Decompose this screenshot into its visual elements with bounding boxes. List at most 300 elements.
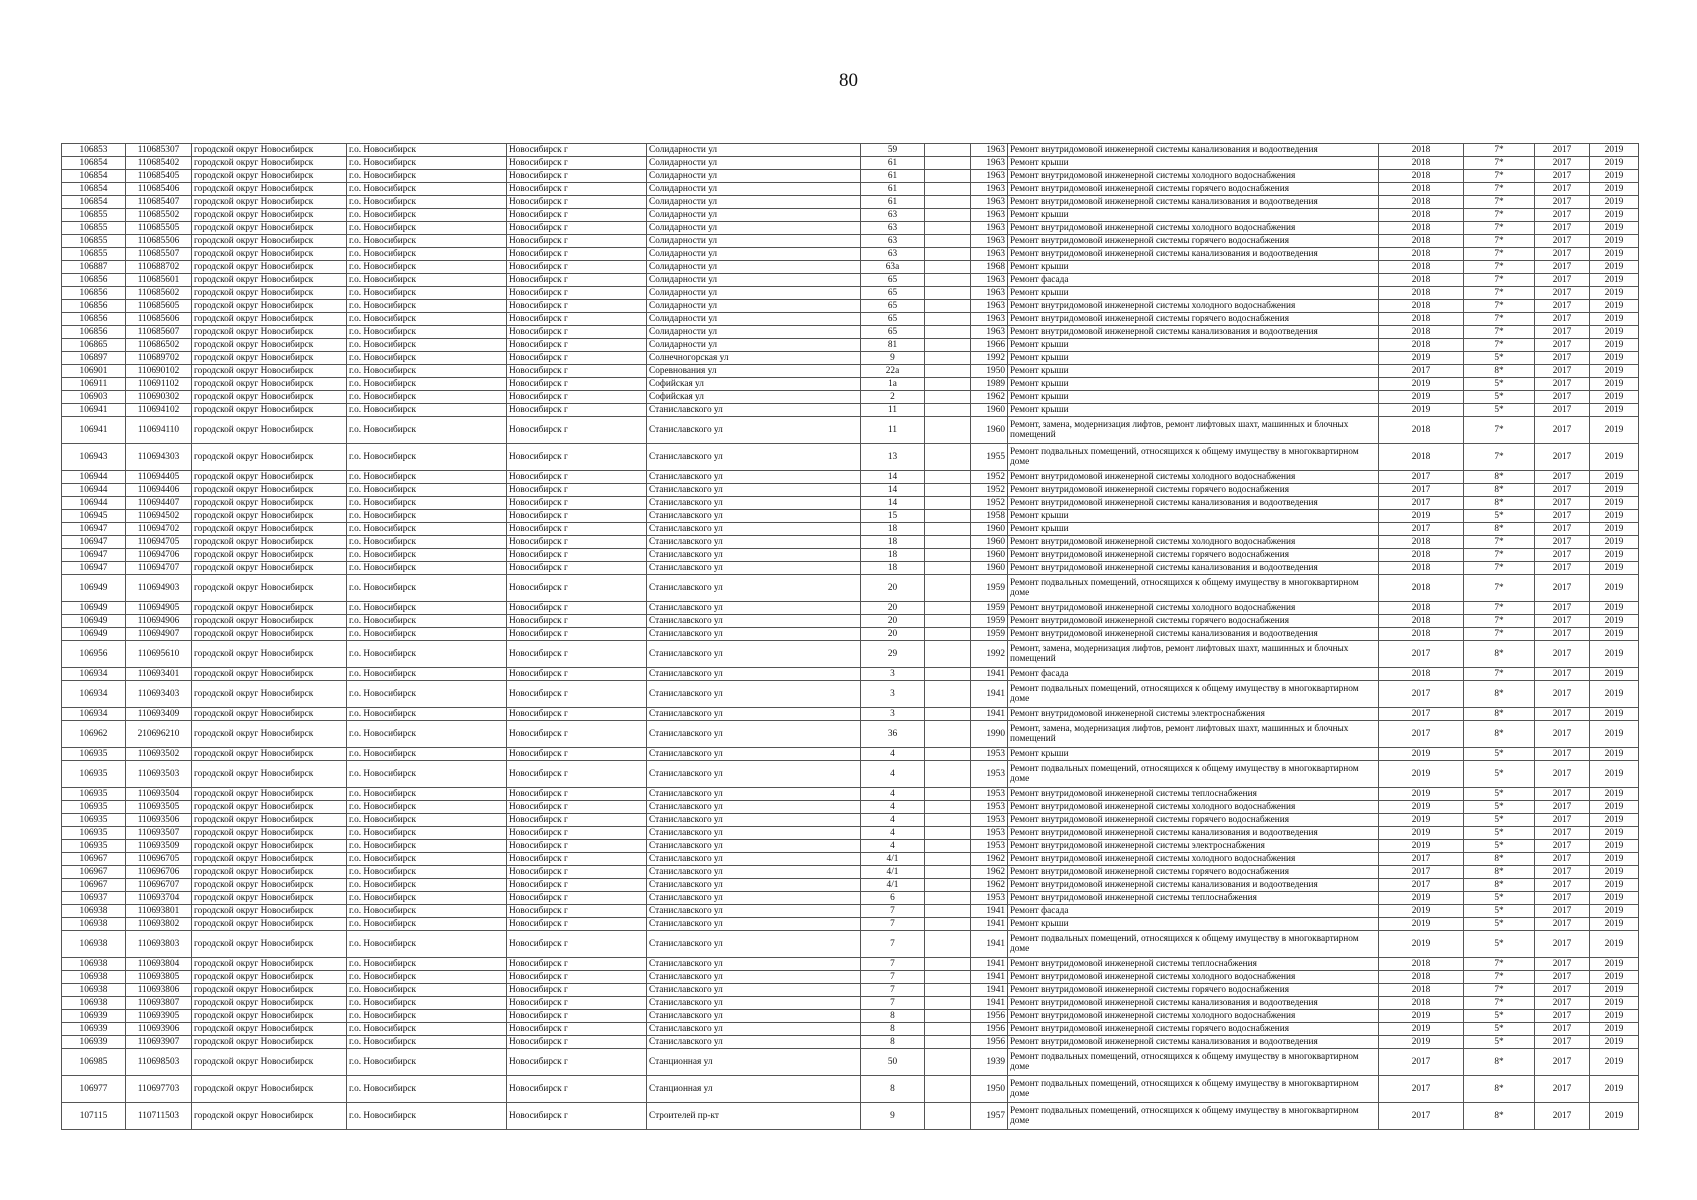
work-id-cell: 110685307 <box>126 144 192 157</box>
street-cell: Станиславского ул <box>647 681 861 708</box>
municipality-cell: городской округ Новосибирск <box>192 444 347 471</box>
table-row <box>62 248 1639 261</box>
plan-year-cell: 2018 <box>1379 183 1464 196</box>
period-end-cell: 2019 <box>1590 575 1639 602</box>
house-number-cell: 63а <box>861 261 925 274</box>
build-year-cell: 1957 <box>971 1103 1008 1130</box>
work-id-cell: 110694702 <box>126 523 192 536</box>
period-end-cell: 2019 <box>1590 417 1639 444</box>
district-cell: г.о. Новосибирск <box>347 484 507 497</box>
build-year-cell: 1956 <box>971 1010 1008 1023</box>
house-number-cell: 9 <box>861 352 925 365</box>
house-number-cell: 7 <box>861 984 925 997</box>
district-cell: г.о. Новосибирск <box>347 365 507 378</box>
plan-year-cell: 2018 <box>1379 235 1464 248</box>
street-cell: Станиславского ул <box>647 641 861 668</box>
table-row <box>62 801 1639 814</box>
work-id-cell: 110694407 <box>126 497 192 510</box>
street-cell: Солидарности ул <box>647 261 861 274</box>
table-row <box>62 761 1639 788</box>
plan-year-cell: 2018 <box>1379 248 1464 261</box>
municipality-cell: городской округ Новосибирск <box>192 892 347 905</box>
house-number-cell: 50 <box>861 1049 925 1076</box>
city-cell: Новосибирск г <box>507 536 647 549</box>
category-cell: 7* <box>1464 339 1535 352</box>
house-number-cell: 7 <box>861 931 925 958</box>
category-cell: 8* <box>1464 1076 1535 1103</box>
build-year-cell: 1960 <box>971 536 1008 549</box>
work-id-cell: 110693507 <box>126 827 192 840</box>
category-cell: 8* <box>1464 523 1535 536</box>
plan-year-cell: 2018 <box>1379 287 1464 300</box>
municipality-cell: городской округ Новосибирск <box>192 788 347 801</box>
period-end-cell: 2019 <box>1590 339 1639 352</box>
municipality-cell: городской округ Новосибирск <box>192 339 347 352</box>
period-start-cell: 2017 <box>1535 641 1590 668</box>
period-end-cell: 2019 <box>1590 721 1639 748</box>
build-year-cell: 1956 <box>971 1023 1008 1036</box>
street-cell: Станиславского ул <box>647 761 861 788</box>
street-cell: Станиславского ул <box>647 549 861 562</box>
period-start-cell: 2017 <box>1535 209 1590 222</box>
district-cell: г.о. Новосибирск <box>347 300 507 313</box>
house-code-cell: 106941 <box>62 417 126 444</box>
plan-year-cell: 2019 <box>1379 840 1464 853</box>
work-type-cell: Ремонт подвальных помещений, относящихся к общему имуществу в многоквартирном доме <box>1008 761 1379 788</box>
municipality-cell: городской округ Новосибирск <box>192 628 347 641</box>
extra-cell <box>925 814 971 827</box>
category-cell: 8* <box>1464 866 1535 879</box>
district-cell: г.о. Новосибирск <box>347 222 507 235</box>
work-id-cell: 110694903 <box>126 575 192 602</box>
extra-cell <box>925 708 971 721</box>
house-number-cell: 18 <box>861 523 925 536</box>
municipality-cell: городской округ Новосибирск <box>192 274 347 287</box>
work-id-cell: 110694110 <box>126 417 192 444</box>
build-year-cell: 1953 <box>971 814 1008 827</box>
table-row <box>62 615 1639 628</box>
street-cell: Станционная ул <box>647 1049 861 1076</box>
work-type-cell: Ремонт подвальных помещений, относящихся к общему имуществу в многоквартирном доме <box>1008 1049 1379 1076</box>
plan-year-cell: 2017 <box>1379 523 1464 536</box>
extra-cell <box>925 827 971 840</box>
house-code-cell: 106941 <box>62 404 126 417</box>
municipality-cell: городской округ Новосибирск <box>192 814 347 827</box>
district-cell: г.о. Новосибирск <box>347 1076 507 1103</box>
house-number-cell: 4/1 <box>861 853 925 866</box>
period-end-cell: 2019 <box>1590 1036 1639 1049</box>
street-cell: Солидарности ул <box>647 209 861 222</box>
period-end-cell: 2019 <box>1590 827 1639 840</box>
plan-year-cell: 2018 <box>1379 313 1464 326</box>
period-end-cell: 2019 <box>1590 352 1639 365</box>
work-type-cell: Ремонт внутридомовой инженерной системы холодного водоснабжения <box>1008 853 1379 866</box>
period-start-cell: 2017 <box>1535 575 1590 602</box>
extra-cell <box>925 313 971 326</box>
table-row <box>62 235 1639 248</box>
category-cell: 7* <box>1464 615 1535 628</box>
district-cell: г.о. Новосибирск <box>347 708 507 721</box>
house-code-cell: 106939 <box>62 1036 126 1049</box>
work-id-cell: 110693803 <box>126 931 192 958</box>
municipality-cell: городской округ Новосибирск <box>192 984 347 997</box>
city-cell: Новосибирск г <box>507 866 647 879</box>
street-cell: Станиславского ул <box>647 840 861 853</box>
work-type-cell: Ремонт внутридомовой инженерной системы канализования и водоотведения <box>1008 196 1379 209</box>
table-row <box>62 287 1639 300</box>
work-id-cell: 110693807 <box>126 997 192 1010</box>
district-cell: г.о. Новосибирск <box>347 497 507 510</box>
house-number-cell: 14 <box>861 484 925 497</box>
build-year-cell: 1989 <box>971 378 1008 391</box>
municipality-cell: городской округ Новосибирск <box>192 300 347 313</box>
house-number-cell: 7 <box>861 958 925 971</box>
work-id-cell: 110693905 <box>126 1010 192 1023</box>
work-id-cell: 110694502 <box>126 510 192 523</box>
work-id-cell: 110693503 <box>126 761 192 788</box>
work-type-cell: Ремонт внутридомовой инженерной системы канализования и водоотведения <box>1008 879 1379 892</box>
build-year-cell: 1963 <box>971 248 1008 261</box>
municipality-cell: городской округ Новосибирск <box>192 840 347 853</box>
house-code-cell: 106947 <box>62 523 126 536</box>
city-cell: Новосибирск г <box>507 997 647 1010</box>
extra-cell <box>925 866 971 879</box>
street-cell: Станционная ул <box>647 1076 861 1103</box>
category-cell: 5* <box>1464 748 1535 761</box>
district-cell: г.о. Новосибирск <box>347 417 507 444</box>
table-row <box>62 170 1639 183</box>
street-cell: Софийская ул <box>647 391 861 404</box>
city-cell: Новосибирск г <box>507 523 647 536</box>
build-year-cell: 1956 <box>971 1036 1008 1049</box>
category-cell: 5* <box>1464 1010 1535 1023</box>
city-cell: Новосибирск г <box>507 668 647 681</box>
house-code-cell: 106856 <box>62 326 126 339</box>
period-end-cell: 2019 <box>1590 892 1639 905</box>
build-year-cell: 1953 <box>971 801 1008 814</box>
extra-cell <box>925 549 971 562</box>
city-cell: Новосибирск г <box>507 628 647 641</box>
extra-cell <box>925 378 971 391</box>
category-cell: 5* <box>1464 801 1535 814</box>
extra-cell <box>925 748 971 761</box>
street-cell: Станиславского ул <box>647 853 861 866</box>
street-cell: Станиславского ул <box>647 602 861 615</box>
period-start-cell: 2017 <box>1535 761 1590 788</box>
municipality-cell: городской округ Новосибирск <box>192 549 347 562</box>
city-cell: Новосибирск г <box>507 549 647 562</box>
street-cell: Станиславского ул <box>647 1010 861 1023</box>
house-code-cell: 106945 <box>62 510 126 523</box>
work-type-cell: Ремонт, замена, модернизация лифтов, ремонт лифтовых шахт, машинных и блочных помещений <box>1008 721 1379 748</box>
work-id-cell: 110696706 <box>126 866 192 879</box>
build-year-cell: 1962 <box>971 866 1008 879</box>
municipality-cell: городской округ Новосибирск <box>192 615 347 628</box>
plan-year-cell: 2018 <box>1379 209 1464 222</box>
table-body <box>62 144 1639 1130</box>
street-cell: Станиславского ул <box>647 668 861 681</box>
house-number-cell: 29 <box>861 641 925 668</box>
build-year-cell: 1962 <box>971 879 1008 892</box>
work-id-cell: 110693504 <box>126 788 192 801</box>
plan-year-cell: 2017 <box>1379 708 1464 721</box>
house-number-cell: 18 <box>861 562 925 575</box>
municipality-cell: городской округ Новосибирск <box>192 404 347 417</box>
build-year-cell: 1963 <box>971 326 1008 339</box>
street-cell: Станиславского ул <box>647 510 861 523</box>
build-year-cell: 1939 <box>971 1049 1008 1076</box>
extra-cell <box>925 1049 971 1076</box>
category-cell: 5* <box>1464 892 1535 905</box>
district-cell: г.о. Новосибирск <box>347 879 507 892</box>
table-row <box>62 721 1639 748</box>
street-cell: Станиславского ул <box>647 971 861 984</box>
city-cell: Новосибирск г <box>507 1023 647 1036</box>
street-cell: Станиславского ул <box>647 748 861 761</box>
build-year-cell: 1966 <box>971 339 1008 352</box>
table-row <box>62 575 1639 602</box>
work-type-cell: Ремонт внутридомовой инженерной системы холодного водоснабжения <box>1008 1010 1379 1023</box>
period-end-cell: 2019 <box>1590 523 1639 536</box>
category-cell: 7* <box>1464 549 1535 562</box>
municipality-cell: городской округ Новосибирск <box>192 471 347 484</box>
work-type-cell: Ремонт подвальных помещений, относящихся к общему имуществу в многоквартирном доме <box>1008 575 1379 602</box>
municipality-cell: городской округ Новосибирск <box>192 918 347 931</box>
build-year-cell: 1950 <box>971 1076 1008 1103</box>
house-number-cell: 20 <box>861 615 925 628</box>
house-code-cell: 106939 <box>62 1023 126 1036</box>
work-id-cell: 110693806 <box>126 984 192 997</box>
work-id-cell: 110686502 <box>126 339 192 352</box>
district-cell: г.о. Новосибирск <box>347 761 507 788</box>
district-cell: г.о. Новосибирск <box>347 404 507 417</box>
house-code-cell: 106949 <box>62 615 126 628</box>
work-id-cell: 110711503 <box>126 1103 192 1130</box>
category-cell: 5* <box>1464 814 1535 827</box>
district-cell: г.о. Новосибирск <box>347 918 507 931</box>
period-end-cell: 2019 <box>1590 471 1639 484</box>
city-cell: Новосибирск г <box>507 417 647 444</box>
category-cell: 5* <box>1464 404 1535 417</box>
work-id-cell: 110690102 <box>126 365 192 378</box>
municipality-cell: городской округ Новосибирск <box>192 1010 347 1023</box>
work-id-cell: 110694906 <box>126 615 192 628</box>
period-start-cell: 2017 <box>1535 417 1590 444</box>
district-cell: г.о. Новосибирск <box>347 721 507 748</box>
period-end-cell: 2019 <box>1590 144 1639 157</box>
work-type-cell: Ремонт внутридомовой инженерной системы канализования и водоотведения <box>1008 628 1379 641</box>
build-year-cell: 1968 <box>971 261 1008 274</box>
street-cell: Станиславского ул <box>647 788 861 801</box>
house-code-cell: 106985 <box>62 1049 126 1076</box>
period-end-cell: 2019 <box>1590 562 1639 575</box>
build-year-cell: 1953 <box>971 827 1008 840</box>
city-cell: Новосибирск г <box>507 918 647 931</box>
build-year-cell: 1960 <box>971 549 1008 562</box>
city-cell: Новосибирск г <box>507 853 647 866</box>
municipality-cell: городской округ Новосибирск <box>192 261 347 274</box>
period-start-cell: 2017 <box>1535 196 1590 209</box>
build-year-cell: 1992 <box>971 352 1008 365</box>
plan-year-cell: 2019 <box>1379 1036 1464 1049</box>
period-start-cell: 2017 <box>1535 1036 1590 1049</box>
extra-cell <box>925 157 971 170</box>
work-type-cell: Ремонт подвальных помещений, относящихся к общему имуществу в многоквартирном доме <box>1008 1076 1379 1103</box>
district-cell: г.о. Новосибирск <box>347 958 507 971</box>
build-year-cell: 1952 <box>971 471 1008 484</box>
work-id-cell: 110685607 <box>126 326 192 339</box>
municipality-cell: городской округ Новосибирск <box>192 287 347 300</box>
municipality-cell: городской округ Новосибирск <box>192 391 347 404</box>
house-number-cell: 61 <box>861 196 925 209</box>
work-id-cell: 110685502 <box>126 209 192 222</box>
period-start-cell: 2017 <box>1535 536 1590 549</box>
extra-cell <box>925 1010 971 1023</box>
work-id-cell: 110693704 <box>126 892 192 905</box>
period-start-cell: 2017 <box>1535 170 1590 183</box>
district-cell: г.о. Новосибирск <box>347 615 507 628</box>
period-start-cell: 2017 <box>1535 1076 1590 1103</box>
period-end-cell: 2019 <box>1590 170 1639 183</box>
city-cell: Новосибирск г <box>507 681 647 708</box>
house-code-cell: 106854 <box>62 157 126 170</box>
category-cell: 7* <box>1464 958 1535 971</box>
work-type-cell: Ремонт внутридомовой инженерной системы канализования и водоотведения <box>1008 997 1379 1010</box>
work-type-cell: Ремонт внутридомовой инженерной системы холодного водоснабжения <box>1008 971 1379 984</box>
street-cell: Станиславского ул <box>647 801 861 814</box>
street-cell: Солидарности ул <box>647 170 861 183</box>
municipality-cell: городской округ Новосибирск <box>192 1023 347 1036</box>
municipality-cell: городской округ Новосибирск <box>192 497 347 510</box>
house-number-cell: 7 <box>861 918 925 931</box>
work-id-cell: 110685402 <box>126 157 192 170</box>
table-row <box>62 892 1639 905</box>
district-cell: г.о. Новосибирск <box>347 274 507 287</box>
work-type-cell: Ремонт внутридомовой инженерной системы горячего водоснабжения <box>1008 1023 1379 1036</box>
street-cell: Солидарности ул <box>647 287 861 300</box>
build-year-cell: 1960 <box>971 523 1008 536</box>
period-end-cell: 2019 <box>1590 1023 1639 1036</box>
period-start-cell: 2017 <box>1535 222 1590 235</box>
house-code-cell: 106949 <box>62 602 126 615</box>
period-start-cell: 2017 <box>1535 562 1590 575</box>
street-cell: Станиславского ул <box>647 997 861 1010</box>
plan-year-cell: 2019 <box>1379 352 1464 365</box>
period-start-cell: 2017 <box>1535 248 1590 261</box>
plan-year-cell: 2017 <box>1379 1103 1464 1130</box>
build-year-cell: 1958 <box>971 510 1008 523</box>
street-cell: Солидарности ул <box>647 326 861 339</box>
build-year-cell: 1959 <box>971 628 1008 641</box>
house-code-cell: 106854 <box>62 183 126 196</box>
extra-cell <box>925 209 971 222</box>
house-code-cell: 106935 <box>62 801 126 814</box>
work-type-cell: Ремонт крыши <box>1008 404 1379 417</box>
period-end-cell: 2019 <box>1590 641 1639 668</box>
street-cell: Станиславского ул <box>647 866 861 879</box>
district-cell: г.о. Новосибирск <box>347 788 507 801</box>
period-start-cell: 2017 <box>1535 1023 1590 1036</box>
extra-cell <box>925 417 971 444</box>
extra-cell <box>925 984 971 997</box>
house-number-cell: 7 <box>861 905 925 918</box>
period-start-cell: 2017 <box>1535 681 1590 708</box>
street-cell: Станиславского ул <box>647 536 861 549</box>
build-year-cell: 1963 <box>971 196 1008 209</box>
table-row <box>62 339 1639 352</box>
district-cell: г.о. Новосибирск <box>347 628 507 641</box>
house-code-cell: 106944 <box>62 484 126 497</box>
house-code-cell: 106947 <box>62 536 126 549</box>
work-type-cell: Ремонт внутридомовой инженерной системы холодного водоснабжения <box>1008 300 1379 313</box>
house-number-cell: 11 <box>861 417 925 444</box>
period-start-cell: 2017 <box>1535 1049 1590 1076</box>
city-cell: Новосибирск г <box>507 641 647 668</box>
house-code-cell: 106853 <box>62 144 126 157</box>
period-start-cell: 2017 <box>1535 801 1590 814</box>
table-row <box>62 814 1639 827</box>
municipality-cell: городской округ Новосибирск <box>192 183 347 196</box>
period-end-cell: 2019 <box>1590 209 1639 222</box>
municipality-cell: городской округ Новосибирск <box>192 971 347 984</box>
plan-year-cell: 2019 <box>1379 1023 1464 1036</box>
category-cell: 7* <box>1464 417 1535 444</box>
house-code-cell: 106855 <box>62 222 126 235</box>
build-year-cell: 1941 <box>971 984 1008 997</box>
house-number-cell: 18 <box>861 549 925 562</box>
build-year-cell: 1952 <box>971 484 1008 497</box>
build-year-cell: 1962 <box>971 853 1008 866</box>
municipality-cell: городской округ Новосибирск <box>192 562 347 575</box>
house-number-cell: 7 <box>861 997 925 1010</box>
plan-year-cell: 2018 <box>1379 444 1464 471</box>
period-start-cell: 2017 <box>1535 497 1590 510</box>
street-cell: Солидарности ул <box>647 183 861 196</box>
district-cell: г.о. Новосибирск <box>347 681 507 708</box>
street-cell: Солидарности ул <box>647 196 861 209</box>
district-cell: г.о. Новосибирск <box>347 801 507 814</box>
district-cell: г.о. Новосибирск <box>347 287 507 300</box>
category-cell: 8* <box>1464 484 1535 497</box>
street-cell: Станиславского ул <box>647 1023 861 1036</box>
work-type-cell: Ремонт фасада <box>1008 274 1379 287</box>
extra-cell <box>925 196 971 209</box>
period-start-cell: 2017 <box>1535 274 1590 287</box>
extra-cell <box>925 261 971 274</box>
build-year-cell: 1992 <box>971 641 1008 668</box>
work-id-cell: 110689702 <box>126 352 192 365</box>
work-id-cell: 110693505 <box>126 801 192 814</box>
municipality-cell: городской округ Новосибирск <box>192 931 347 958</box>
period-end-cell: 2019 <box>1590 326 1639 339</box>
work-id-cell: 110693401 <box>126 668 192 681</box>
period-end-cell: 2019 <box>1590 313 1639 326</box>
extra-cell <box>925 1023 971 1036</box>
city-cell: Новосибирск г <box>507 144 647 157</box>
city-cell: Новосибирск г <box>507 984 647 997</box>
build-year-cell: 1959 <box>971 602 1008 615</box>
plan-year-cell: 2018 <box>1379 170 1464 183</box>
house-code-cell: 106856 <box>62 274 126 287</box>
house-code-cell: 106949 <box>62 575 126 602</box>
street-cell: Софийская ул <box>647 378 861 391</box>
extra-cell <box>925 484 971 497</box>
house-code-cell: 106949 <box>62 628 126 641</box>
extra-cell <box>925 562 971 575</box>
period-start-cell: 2017 <box>1535 708 1590 721</box>
extra-cell <box>925 274 971 287</box>
table-row <box>62 365 1639 378</box>
